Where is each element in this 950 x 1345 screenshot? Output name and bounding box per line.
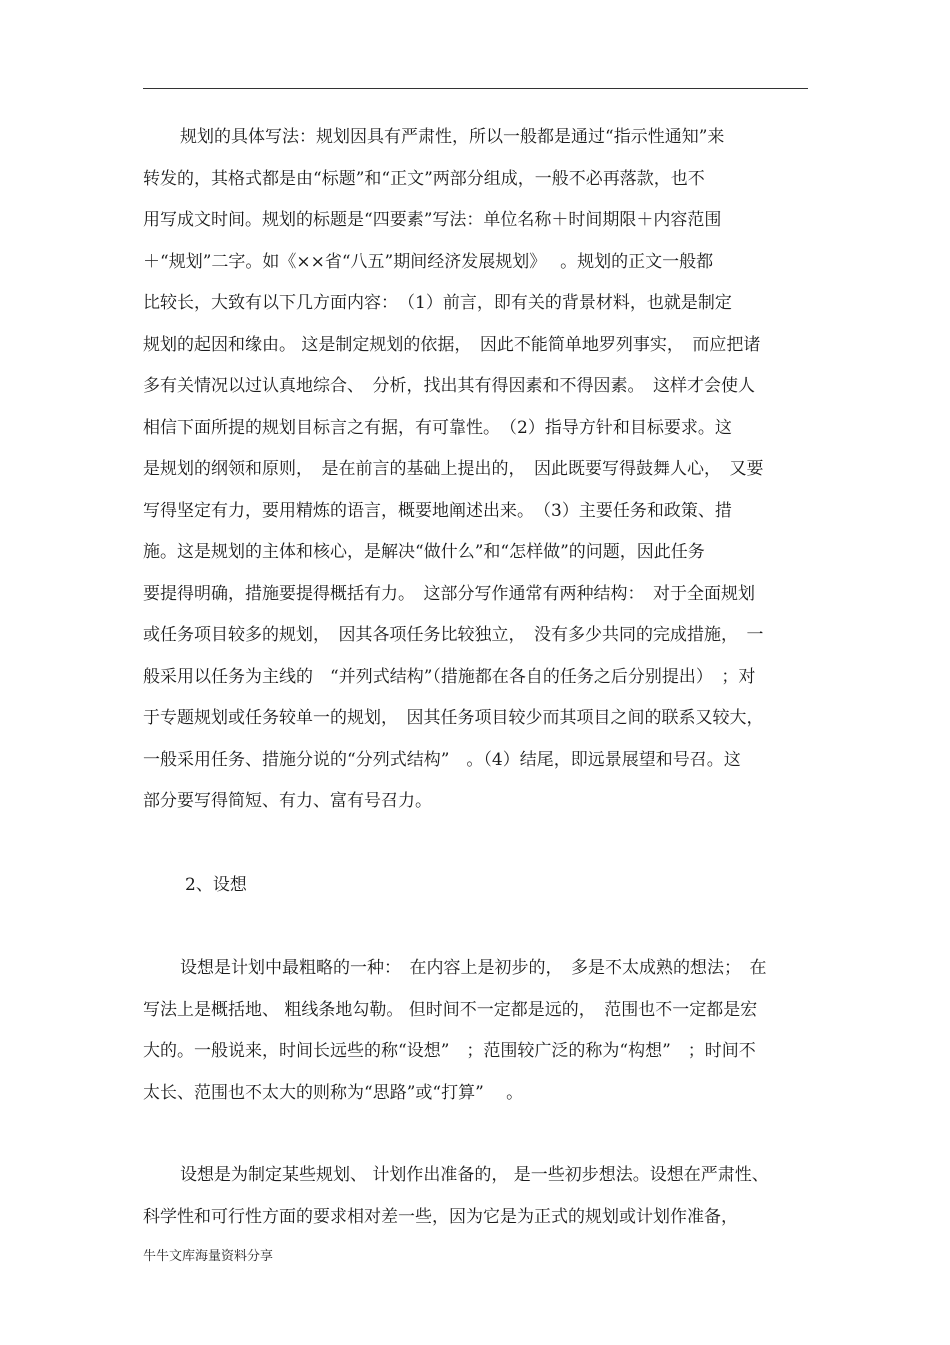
text-line: 于专题规划或任务较单一的规划， 因其任务项目较少而其项目之间的联系又较大，	[143, 708, 764, 728]
text-line: 施。这是规划的主体和核心，是解决“做什么”和“怎样做”的问题，因此任务	[143, 542, 705, 562]
text-line: 是规划的纲领和原则， 是在前言的基础上提出的， 因此既要写得鼓舞人心， 又要	[143, 459, 764, 479]
section-heading-vision: 2、设想	[185, 874, 247, 895]
text-line: 要提得明确，措施要提得概括有力。 这部分写作通常有两种结构： 对于全面规划	[143, 583, 755, 604]
spacer	[143, 906, 810, 948]
text-line: 比较长，大致有以下几方面内容： （1）前言，即有关的背景材料，也就是制定	[143, 293, 732, 313]
paragraph-vision-definition	[143, 948, 810, 1114]
text-line: 科学性和可行性方面的要求相对差一些，因为它是为正式的规划或计划作准备，	[143, 1206, 738, 1227]
text-line: 或任务项目较多的规划， 因其各项任务比较独立， 没有多少共同的完成措施， 一	[143, 625, 764, 645]
document-body	[143, 117, 810, 1238]
text-line: 设想是计划中最粗略的一种： 在内容上是初步的， 多是不太成熟的想法； 在	[180, 958, 767, 978]
text-line: 大的。一般说来，时间长远些的称“设想” ；范围较广泛的称为“构想” ；时间不	[143, 1041, 756, 1061]
text-line: 写得坚定有力，要用精炼的语言，概要地阐述出来。 （3）主要任务和政策、措	[143, 500, 732, 521]
text-line: 写法上是概括地、 粗线条地勾勒。 但时间不一定都是远的， 范围也不一定都是宏	[143, 999, 758, 1020]
text-line: 般采用以任务为主线的 “并列式结构”（措施都在各自的任务之后分别提出） ；对	[143, 666, 756, 687]
text-line: 用写成文时间。规划的标题是“四要素”写法：单位名称＋时间期限＋内容范围	[143, 210, 722, 230]
spacer	[143, 823, 810, 865]
text-line: 转发的，其格式都是由“标题”和“正文”两部分组成，一般不必再落款，也不	[143, 168, 705, 189]
page-footer: 牛牛文库海量资料分享	[143, 1249, 274, 1264]
text-line: 规划的具体写法：规划因具有严肃性，所以一般都是通过“指示性通知”来	[180, 127, 725, 147]
text-line: ＋“规划”二字。如《××省“八五”期间经济发展规划》 。规划的正文一般都	[143, 251, 714, 272]
text-line: 多有关情况以过认真地综合、 分析，找出其有得因素和不得因素。 这样才会使人	[143, 376, 755, 396]
text-line: 规划的起因和缘由。 这是制定规划的依据， 因此不能简单地罗列事实， 而应把诸	[143, 334, 761, 355]
text-line: 太长、范围也不太大的则称为“思路”或“打算” 。	[143, 1082, 524, 1103]
header-rule	[143, 88, 808, 89]
text-line: 部分要写得简短、有力、富有号召力。	[143, 791, 432, 811]
spacer	[143, 1114, 810, 1155]
paragraph-planning-writing	[143, 117, 810, 823]
text-line: 一般采用任务、措施分说的“分列式结构” 。（4）结尾，即远景展望和号召。这	[143, 749, 741, 770]
text-line: 相信下面所提的规划目标言之有据，有可靠性。 （2）指导方针和目标要求。这	[143, 417, 732, 438]
text-line: 设想是为制定某些规划、 计划作出准备的， 是一些初步想法。设想在严肃性、	[180, 1165, 769, 1185]
paragraph-vision-purpose	[143, 1155, 810, 1238]
